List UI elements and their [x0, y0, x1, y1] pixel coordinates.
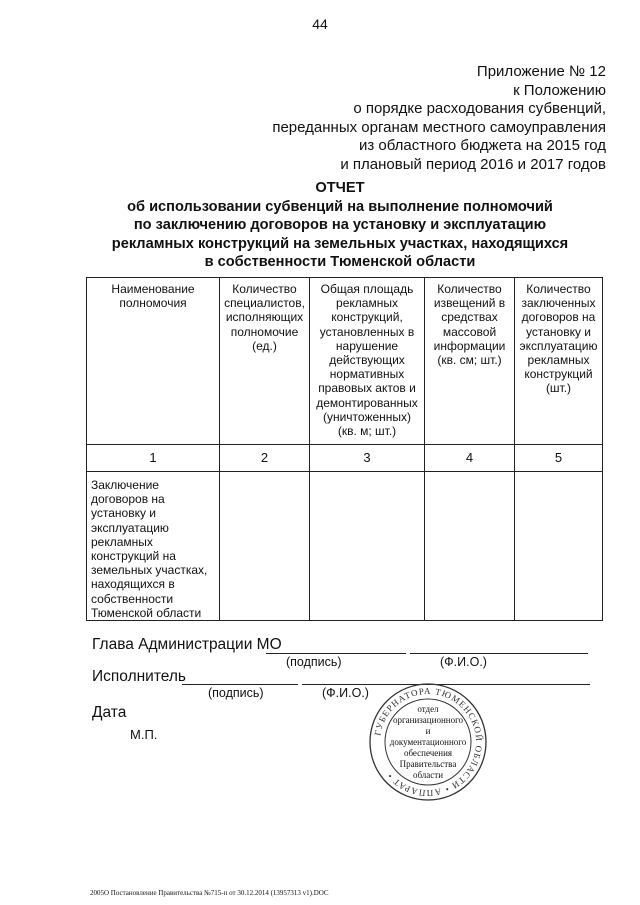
head-name-caption: (Ф.И.О.)	[440, 655, 487, 669]
stamp-line: документационного	[389, 737, 467, 747]
stamp-line: обеспечения	[403, 748, 453, 758]
head-label: Глава Администрации МО	[92, 636, 282, 653]
table-header-row	[87, 278, 603, 445]
title-line: ОТЧЕТ	[315, 180, 365, 196]
seal-place-label: М.П.	[130, 727, 158, 742]
head-signature-line[interactable]	[266, 653, 406, 654]
table-row	[87, 472, 603, 621]
stamp-line: области	[412, 770, 444, 780]
table-cell[interactable]	[515, 472, 603, 621]
appendix-line: переданных органам местного самоуправления	[272, 118, 606, 136]
column-header: Количество извещений в средствах массовой информации (кв. см; шт.)	[425, 278, 515, 445]
row-label: Заключение договоров на установку и эксплуатацию рекламных конструкций на земельных участках, находящихся в собственности Тюменской области	[87, 472, 220, 621]
stamp-line: отдел	[417, 704, 439, 714]
report-title	[0, 179, 640, 272]
column-number-row	[87, 445, 603, 472]
title-line: об использовании субвенций на выполнение полномочий	[127, 198, 553, 215]
executor-name-caption: (Ф.И.О.)	[322, 686, 369, 700]
document-footer: 2005О Постановление Правительства №715-п от 30.12.2014 (13957313 v1).DOC	[90, 889, 329, 897]
stamp-line: Правительства	[399, 759, 457, 769]
column-header: Наименование полномочия	[87, 278, 220, 445]
appendix-line: из областного бюджета на 2015 год	[358, 137, 606, 154]
title-line: по заключению договоров на установку и эксплуатацию	[133, 217, 547, 233]
column-header: Количество специалистов, исполняющих полномочие (ед.)	[220, 278, 310, 445]
column-header: Количество заключенных договоров на установку и эксплуатацию рекламных конструкций (шт.)	[515, 278, 603, 445]
svg-text:ГУБЕРНАТОРА ТЮМЕНСКОЙ ОБЛАСТИ: ГУБЕРНАТОРА ТЮМЕНСКОЙ ОБЛАСТИ • АППАРАТ •	[372, 685, 485, 799]
table-cell[interactable]	[220, 472, 310, 621]
report-table	[86, 277, 603, 621]
head-name-line[interactable]	[410, 653, 588, 654]
table-cell[interactable]	[425, 472, 515, 621]
column-number: 3	[310, 445, 425, 472]
date-label: Дата	[92, 704, 127, 721]
column-number: 4	[425, 445, 515, 472]
appendix-line: Приложение № 12	[476, 63, 606, 80]
stamp-line: и	[425, 726, 431, 736]
column-number: 2	[220, 445, 310, 472]
title-line: в собственности Тюменской области	[204, 254, 476, 270]
appendix-line: о порядке расходования субвенций,	[353, 100, 606, 117]
stamp-inner-text	[368, 704, 488, 781]
column-header: Общая площадь рекламных конструкций, установленных в нарушение действующих нормативных правовых актов и демонтированных (уничтоженных) (кв. м; шт.)	[310, 278, 425, 445]
executor-signature-caption: (подпись)	[208, 686, 264, 700]
appendix-line: и плановый период 2016 и 2017 годов	[340, 155, 606, 173]
head-signature-caption: (подпись)	[286, 655, 342, 669]
table-cell[interactable]	[310, 472, 425, 621]
executor-label: Исполнитель	[92, 668, 186, 685]
title-line: рекламных конструкций на земельных участках, находящихся	[111, 235, 569, 252]
column-number: 1	[87, 445, 220, 472]
stamp-line: организационного	[392, 715, 464, 725]
appendix-reference	[272, 63, 606, 174]
page-number: 44	[312, 16, 328, 32]
executor-signature-line[interactable]	[182, 684, 298, 685]
column-number: 5	[515, 445, 603, 472]
appendix-line: к Положению	[513, 81, 606, 99]
